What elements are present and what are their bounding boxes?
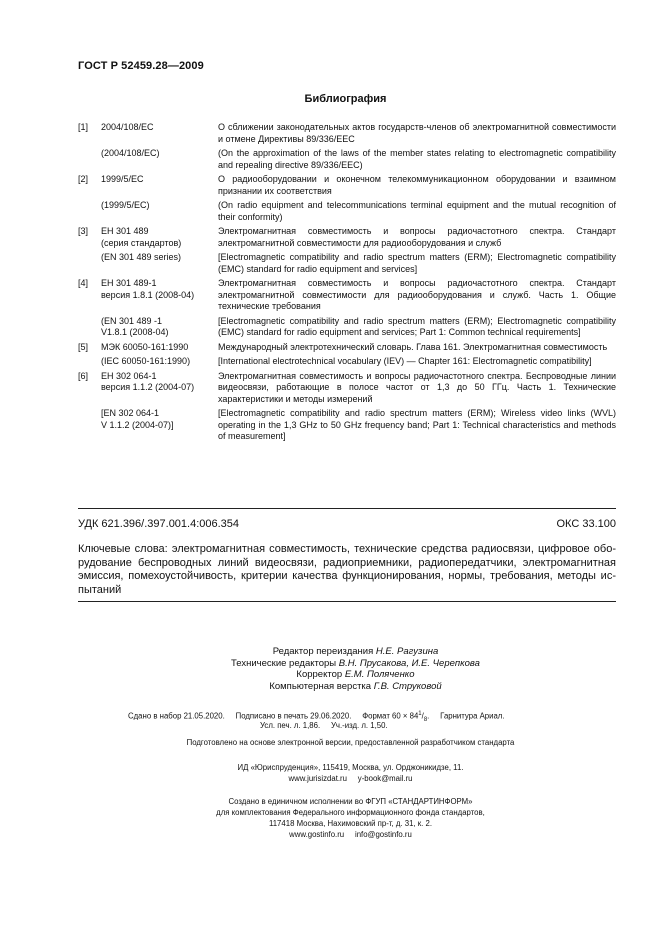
entry-reference: ЕН 301 489 (серия стандартов) xyxy=(101,226,182,248)
publisher-line-2: www.jurisizdat.ru y-book@mail.ru xyxy=(288,774,413,783)
entry-reference: (2004/108/EC) xyxy=(101,148,160,158)
entry-number: [3] xyxy=(78,226,89,236)
entry-number: [6] xyxy=(78,370,89,381)
entry-title: Электромагнитная совместимость и вопросы радиочастотного спектра. Беспроводные линии видеосвязи, работающие в полосе частот от 1,3 до 50 ГГц. Часть 1. Технические характеристики и методы измерений xyxy=(218,370,616,404)
entry-title: О радиооборудовании и оконечном телекоммуникационном оборудовании и взаимном признании их соответствия xyxy=(218,174,616,196)
credits-block xyxy=(0,646,661,692)
entry-title: Электромагнитная совместимость и вопросы радиочастотного спектра. Стандарт электромагнитной совместимости для радиооборудования и служб xyxy=(218,226,616,248)
entry-number xyxy=(78,356,101,368)
entry-reference: 2004/108/EC xyxy=(101,122,154,132)
entry-title: [International electrotechnical vocabulary (IEV) — Chapter 161: Electromagnetic compatibility] xyxy=(218,356,592,366)
bibliography-entry xyxy=(78,371,616,406)
entry-title: [Electromagnetic compatibility and radio spectrum matters (ERM); Electromagnetic compatibility (EMC) standard for radio equipment and services] xyxy=(218,252,616,274)
bibliography-entry xyxy=(78,226,616,249)
credit-corrector: Корректор Е.М. Поляченко xyxy=(296,669,415,681)
publisher-line-3: Создано в единичном исполнении во ФГУП «СТАНДАРТИНФОРМ» xyxy=(228,797,473,806)
entry-number xyxy=(78,252,101,275)
entry-title: (On radio equipment and telecommunications terminal equipment and the mutual recognition of their conformity) xyxy=(218,200,616,222)
entry-reference: (EN 301 489 series) xyxy=(101,252,182,262)
credit-tech-editors: Технические редакторы В.Н. Прусакова, И.Е. Черепкова xyxy=(231,657,480,669)
entry-number xyxy=(78,316,101,339)
bibliography-entry xyxy=(78,148,616,171)
entry-title: (On the approximation of the laws of the member states relating to electromagnetic compatibility and repealing directive 89/336/EEC) xyxy=(218,148,616,170)
entry-reference: (EN 301 489 -1 V1.8.1 (2008-04) xyxy=(101,315,169,337)
bibliography-entry xyxy=(78,408,616,443)
oks-code: ОКС 33.100 xyxy=(556,518,616,530)
entry-number: [4] xyxy=(78,278,89,288)
credit-editor: Редактор переиздания Н.Е. Рагузина xyxy=(272,646,439,657)
entry-reference: ЕН 301 489-1 версия 1.8.1 (2008-04) xyxy=(101,278,195,300)
publisher-line-5: 117418 Москва, Нахимовский пр-т, д. 31, к. 2. xyxy=(268,819,433,828)
bibliography-entry xyxy=(78,252,616,275)
entry-number: [1] xyxy=(78,122,89,132)
entry-number: [5] xyxy=(78,341,89,352)
entry-title: [Electromagnetic compatibility and radio spectrum matters (ERM); Wireless video links (WVL) operating in the 1,3 GHz to 50 GHz frequency band; Part 1: Technical characteristics and methods of measurement] xyxy=(218,408,616,441)
publisher-line-4: для комплектования Федерального информационного фонда стандартов, xyxy=(216,808,485,817)
imprint-line-1: Сдано в набор 21.05.2020. Подписано в печать 29.06.2020. Формат $60 \times 84^1/_8$. Гарнитура Ариал. xyxy=(128,711,505,724)
standard-code-header: ГОСТ Р 52459.28—2009 xyxy=(78,60,204,72)
bibliography-title: Библиография xyxy=(304,93,387,105)
udk-code: УДК 621.396/.397.001.4:006.354 xyxy=(78,518,240,530)
entry-title: Электромагнитная совместимость и вопросы радиочастотного спектра. Стандарт электромагнитной совместимости для радиооборудования и служб. Часть 1. Общие технические требования xyxy=(218,278,616,311)
imprint-line-2: Усл. печ. л. 1,86. Уч.-изд. л. 1,50. xyxy=(260,721,388,730)
entry-number xyxy=(78,408,101,443)
section-divider-bottom xyxy=(78,601,616,602)
entry-title: О сближении законодательных актов государств-членов об электромагнитной совместимости и отмене Директивы 89/336/EEC xyxy=(218,122,616,144)
entry-reference: (IEC 60050-161:1990) xyxy=(101,356,191,366)
bibliography-list xyxy=(78,122,616,446)
entry-number xyxy=(78,148,101,171)
entry-title: [Electromagnetic compatibility and radio spectrum matters (ERM); Electromagnetic compatibility (EMC) standard for radio equipment and services; Part 1: Common technical requirements] xyxy=(218,315,616,337)
keywords: Ключевые слова: электромагнитная совместимость, технические средства радиосвязи, цифровое оборудование беспроводных линий видеосвязи, радиоприемники, радиопередатчики, электромагнитная эмиссия, помехоустойчивость, критерии качества функционирования, нормы, требования, методы испытаний xyxy=(78,543,616,596)
bibliography-entry xyxy=(78,316,616,339)
bibliography-entry xyxy=(78,122,616,145)
bibliography-entry xyxy=(78,174,616,197)
bibliography-entry xyxy=(78,356,616,368)
entry-number: [2] xyxy=(78,174,89,184)
entry-reference: ЕН 302 064-1 версия 1.1.2 (2004-07) xyxy=(101,370,195,392)
entry-reference: МЭК 60050-161:1990 xyxy=(101,341,189,352)
publisher-line-6: www.gostinfo.ru info@gostinfo.ru xyxy=(289,830,412,839)
credit-layout: Компьютерная верстка Г.В. Струковой xyxy=(269,680,442,692)
bibliography-entry xyxy=(78,342,616,354)
entry-title: Международный электротехнический словарь. Глава 161. Электромагнитная совместимость xyxy=(218,341,608,352)
entry-reference: (1999/5/EC) xyxy=(101,200,150,210)
publisher-line-1: ИД «Юриспруденция», 115419, Москва, ул. Орджоникидзе, 11. xyxy=(237,763,464,772)
imprint-line-3: Подготовлено на основе электронной версии, предоставленной разработчиком стандарта xyxy=(186,738,515,747)
entry-reference: 1999/5/EC xyxy=(101,174,144,184)
entry-number xyxy=(78,200,101,223)
bibliography-entry xyxy=(78,278,616,313)
bibliography-entry xyxy=(78,200,616,223)
section-divider-top xyxy=(78,508,616,509)
entry-reference: [EN 302 064-1 V 1.1.2 (2004-07)] xyxy=(101,408,174,430)
